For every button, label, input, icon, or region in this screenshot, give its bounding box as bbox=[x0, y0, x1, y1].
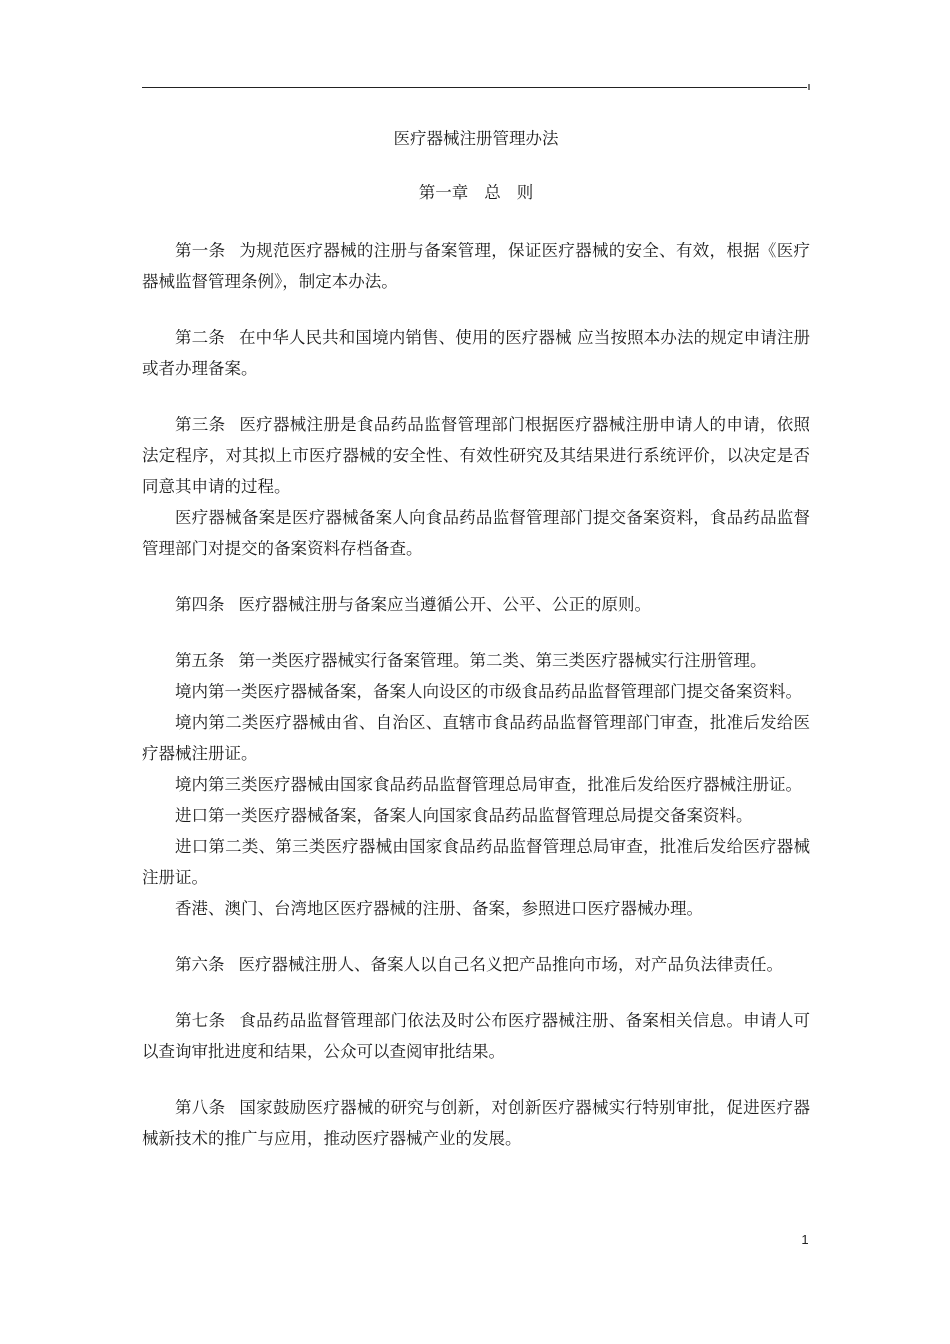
article-8 bbox=[142, 1092, 810, 1154]
article-6 bbox=[142, 949, 810, 980]
document-body bbox=[142, 127, 810, 1154]
article-4 bbox=[142, 589, 810, 620]
article-number: 第一条 bbox=[175, 241, 226, 260]
article-5-paragraph-5: 进口第一类医疗器械备案，备案人向国家食品药品监督管理总局提交备案资料。 bbox=[175, 806, 753, 825]
chapter-name-part-1: 总 bbox=[484, 183, 501, 202]
chapter-number: 第一章 bbox=[418, 183, 469, 202]
chapter-heading bbox=[142, 181, 810, 205]
document-title: 医疗器械注册管理办法 bbox=[393, 129, 559, 148]
page-number: 1 bbox=[801, 1232, 809, 1247]
article-number: 第二条 bbox=[175, 328, 225, 347]
article-number: 第三条 bbox=[175, 415, 226, 434]
article-text: 在中华人民共和国境内销售、使用的医疗器械 应当按照本办法的规定申请注册或者办理备案。 bbox=[142, 328, 811, 378]
article-3 bbox=[142, 409, 810, 502]
article-text: 医疗器械注册是食品药品监督管理部门根据医疗器械注册申请人的申请，依照法定程序，对其拟上市医疗器械的安全性、有效性研究及其结果进行系统评价，以决定是否同意其申请的过程。 bbox=[142, 415, 810, 496]
chapter-name-part-2: 则 bbox=[516, 183, 534, 202]
article-5-paragraph-7: 香港、澳门、台湾地区医疗器械的注册、备案，参照进口医疗器械办理。 bbox=[175, 899, 703, 918]
article-number: 第五条 bbox=[175, 651, 225, 670]
article-number: 第七条 bbox=[175, 1011, 226, 1030]
article-number: 第六条 bbox=[175, 955, 225, 974]
article-2 bbox=[142, 322, 810, 384]
article-number: 第四条 bbox=[175, 595, 225, 614]
article-1 bbox=[142, 235, 810, 297]
article-5-paragraph-4: 境内第三类医疗器械由国家食品药品监督管理总局审查，批准后发给医疗器械注册证。 bbox=[175, 775, 802, 794]
article-5-paragraph-3: 境内第二类医疗器械由省、自治区、直辖市食品药品监督管理部门审查，批准后发给医疗器械注册证。 bbox=[142, 713, 810, 763]
article-5 bbox=[142, 645, 810, 676]
header-rule bbox=[142, 87, 807, 88]
article-7 bbox=[142, 1005, 810, 1067]
article-text: 国家鼓励医疗器械的研究与创新，对创新医疗器械实行特别审批，促进医疗器械新技术的推广与应用，推动医疗器械产业的发展。 bbox=[142, 1098, 810, 1148]
article-5-paragraph-6: 进口第二类、第三类医疗器械由国家食品药品监督管理总局审查，批准后发给医疗器械注册证。 bbox=[142, 837, 810, 887]
article-5-paragraph-2: 境内第一类医疗器械备案，备案人向设区的市级食品药品监督管理部门提交备案资料。 bbox=[175, 682, 802, 701]
article-text: 食品药品监督管理部门依法及时公布医疗器械注册、备案相关信息。申请人可以查询审批进度和结果，公众可以查阅审批结果。 bbox=[142, 1011, 810, 1061]
article-text: 第一类医疗器械实行备案管理。第二类、第三类医疗器械实行注册管理。 bbox=[238, 651, 767, 670]
article-3-paragraph-2: 医疗器械备案是医疗器械备案人向食品药品监督管理部门提交备案资料，食品药品监督管理部门对提交的备案资料存档备查。 bbox=[142, 508, 810, 558]
article-text: 医疗器械注册人、备案人以自己名义把产品推向市场，对产品负法律责任。 bbox=[238, 955, 783, 974]
article-number: 第八条 bbox=[175, 1098, 226, 1117]
article-text: 为规范医疗器械的注册与备案管理，保证医疗器械的安全、有效，根据《医疗器械监督管理条例》，制定本办法。 bbox=[142, 241, 810, 291]
article-text: 医疗器械注册与备案应当遵循公开、公平、公正的原则。 bbox=[238, 595, 651, 614]
header-rule-end-mark bbox=[808, 84, 810, 90]
